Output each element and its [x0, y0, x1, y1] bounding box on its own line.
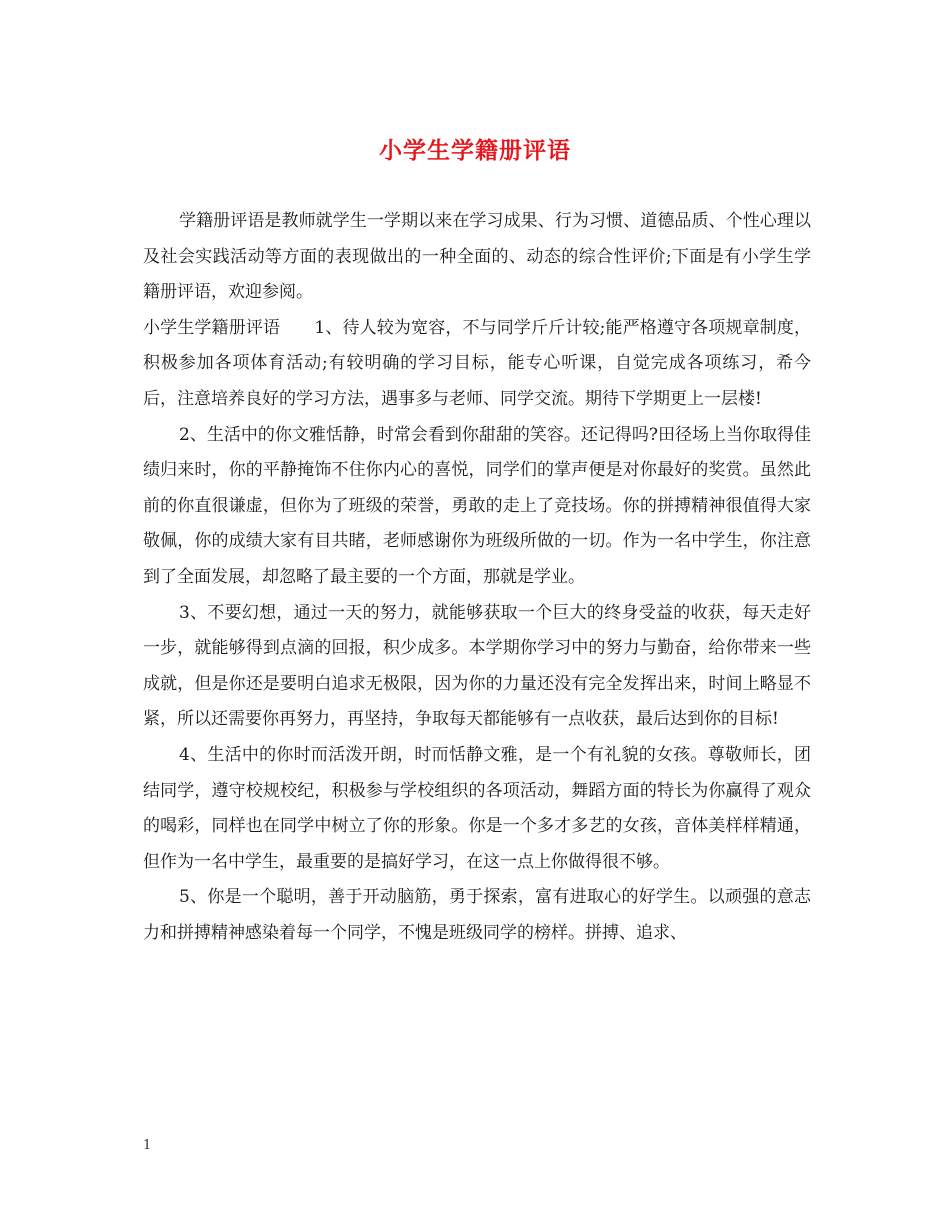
paragraph-comment-3: 3、不要幻想，通过一天的努力，就能够获取一个巨大的终身受益的收获，每天走好一步，就能够得到点滴的回报，积少成多。本学期你学习中的努力与勤奋，给你带来一些成就，但是你还是要明白追求无极限，因为你的力量还没有完全发挥出来，时间上略显不紧，所以还需要你再努力，再坚持，争取每天都能够有一点收获，最后达到你的目标!	[143, 602, 811, 730]
paragraph-comment-1: 小学生学籍册评语 1、待人较为宽容，不与同学斤斤计较;能严格遵守各项规章制度，积极参加各项体育活动;有较明确的学习目标，能专心听课，自觉完成各项练习，希今后，注意培养良好的学习方法，遇事多与老师、同学交流。期待下学期更上一层楼!	[143, 317, 811, 409]
document-body	[143, 204, 811, 951]
page-number: 1	[143, 1138, 152, 1153]
document-title: 小学生学籍册评语	[379, 137, 571, 164]
paragraph-comment-5: 5、你是一个聪明，善于开动脑筋，勇于探索，富有进取心的好学生。以顽强的意志力和拼搏精神感染着每一个同学，不愧是班级同学的榜样。拼搏、追求、	[143, 887, 811, 943]
paragraph-comment-4: 4、生活中的你时而活泼开朗，时而恬静文雅，是一个有礼貌的女孩。尊敬师长，团结同学，遵守校规校纪，积极参与学校组织的各项活动，舞蹈方面的特长为你赢得了观众的喝彩，同样也在同学中树立了你的形象。你是一个多才多艺的女孩，音体美样样精通，但作为一名中学生，最重要的是搞好学习，在这一点上你做得很不够。	[143, 744, 811, 872]
paragraph-comment-2: 2、生活中的你文雅恬静，时常会看到你甜甜的笑容。还记得吗?田径场上当你取得佳绩归来时，你的平静掩饰不住你内心的喜悦，同学们的掌声便是对你最好的奖赏。虽然此前的你直很谦虚，但你为了班级的荣誉，勇敢的走上了竞技场。你的拼搏精神很值得大家敬佩，你的成绩大家有目共睹，老师感谢你为班级所做的一切。作为一名中学生，你注意到了全面发展，却忽略了最主要的一个方面，那就是学业。	[143, 424, 811, 587]
paragraph-intro: 学籍册评语是教师就学生一学期以来在学习成果、行为习惯、道德品质、个性心理以及社会实践活动等方面的表现做出的一种全面的、动态的综合性评价;下面是有小学生学籍册评语，欢迎参阅。	[143, 211, 811, 303]
